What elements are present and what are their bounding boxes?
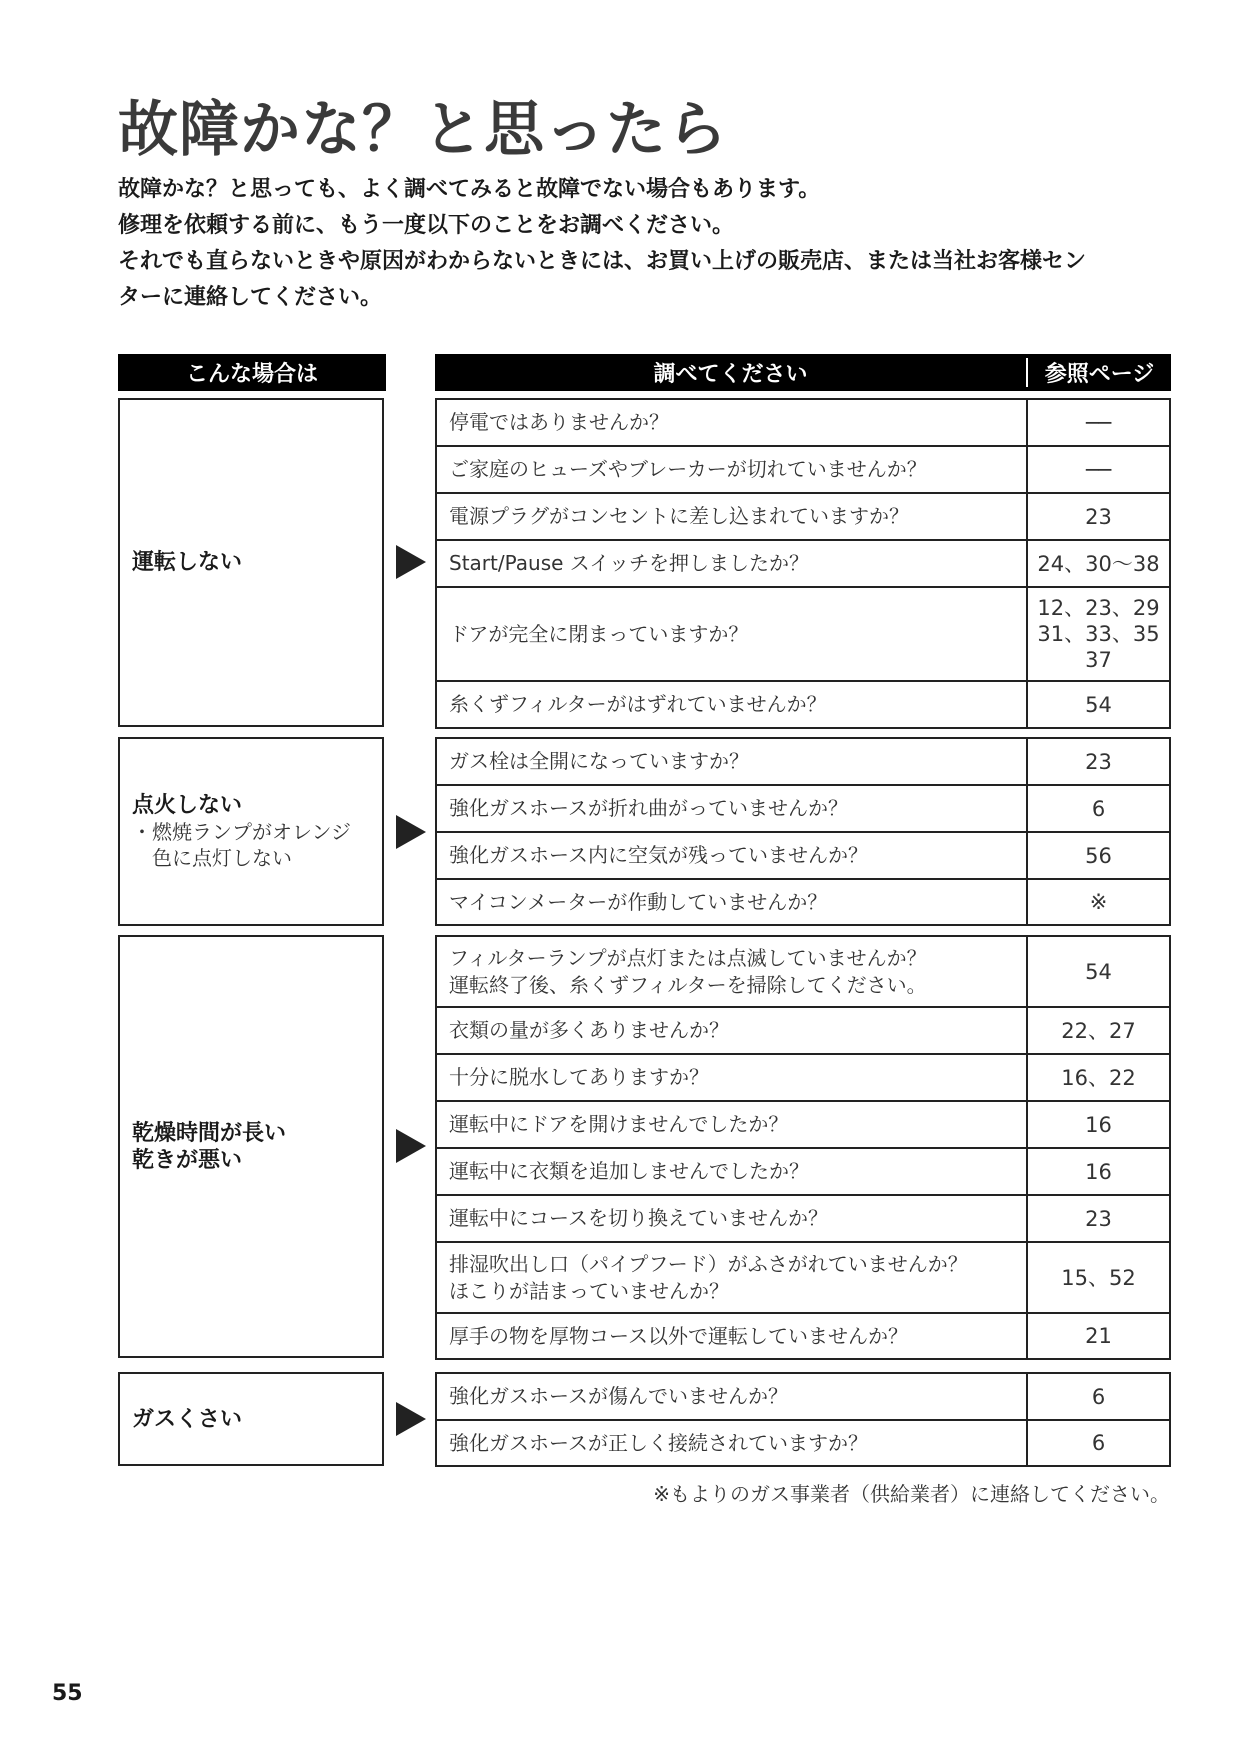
check-list-no-ignition [435, 737, 1171, 926]
ref-page: 23 [1085, 504, 1112, 529]
ref-page: 16 [1085, 1112, 1112, 1137]
ref-page: 6 [1091, 1384, 1106, 1409]
ref-page: 15、52 [1061, 1265, 1136, 1290]
ref-page: 23 [1085, 749, 1112, 774]
table-row [437, 833, 1169, 880]
arrow-right-icon [396, 815, 426, 849]
check-item: 停電ではありませんか？ [437, 400, 1028, 445]
condition-note: ・燃焼ランプがオレンジ 色に点灯しない [132, 820, 351, 870]
check-item: 衣類の量が多くありませんか？ [437, 1008, 1028, 1053]
table-row [437, 937, 1169, 1008]
page-header-label: 参照ページ [1044, 362, 1155, 387]
condition-label: ガスくさい [132, 1406, 243, 1432]
table-row [437, 682, 1169, 727]
ref-page: 24、30～38 [1037, 551, 1160, 576]
footnote: ※もよりのガス事業者（供給業者）に連絡してください。 [653, 1482, 1170, 1506]
check-list-no-operation [435, 398, 1171, 729]
table-row [437, 1374, 1169, 1421]
ref-page: 23 [1085, 1206, 1112, 1231]
check-item: フィルターランプが点灯または点滅していませんか？ 運転終了後、糸くずフィルターを掃除してください。 [437, 937, 1028, 1006]
check-item: 強化ガスホースが折れ曲がっていませんか？ [437, 786, 1028, 831]
condition-label: 運転しない [132, 550, 243, 575]
table-row [437, 1421, 1169, 1465]
condition-box-no-ignition [118, 737, 384, 926]
table-row [437, 400, 1169, 447]
table-row [437, 1102, 1169, 1149]
check-item: 強化ガスホース内に空気が残っていませんか？ [437, 833, 1028, 878]
ref-page: 6 [1091, 796, 1106, 821]
ref-page: 16、22 [1061, 1065, 1136, 1090]
ref-page: 6 [1091, 1431, 1106, 1455]
check-item: マイコンメーターが作動していませんか？ [437, 880, 1028, 924]
ref-page: 56 [1085, 843, 1112, 868]
check-header [435, 354, 1171, 391]
table-row [437, 786, 1169, 833]
ref-page: 16 [1085, 1159, 1112, 1184]
ref-page: 21 [1085, 1324, 1112, 1348]
check-item: 運転中にコースを切り換えていませんか？ [437, 1196, 1028, 1241]
check-item: ドアが完全に閉まっていますか？ [437, 588, 1028, 680]
table-row [437, 1314, 1169, 1358]
check-item: 強化ガスホースが傷んでいませんか？ [437, 1374, 1028, 1419]
check-item: 運転中にドアを開けませんでしたか？ [437, 1102, 1028, 1147]
ref-page: 22、27 [1061, 1018, 1136, 1043]
intro-line: 修理を依頼する前に、もう一度以下のことをお調べください。 [118, 213, 735, 238]
intro-line: それでも直らないときや原因がわからないときには、お買い上げの販売店、または当社お客様セン [118, 249, 1087, 274]
table-row [437, 1149, 1169, 1196]
ref-page: 12、23、29 31、33、35 37 [1037, 596, 1160, 672]
table-row [437, 1243, 1169, 1314]
check-item: 電源プラグがコンセントに差し込まれていますか？ [437, 494, 1028, 539]
page-title: 故障かな？と思ったら [118, 95, 728, 165]
arrow-right-icon [396, 1402, 426, 1436]
table-row [437, 541, 1169, 588]
condition-box-long-drying [118, 935, 384, 1358]
check-item: Start/Pause スイッチを押しましたか？ [437, 541, 1028, 586]
intro-text [118, 172, 1178, 316]
check-item: 強化ガスホースが正しく接続されていますか？ [437, 1421, 1028, 1465]
ref-page: ── [1085, 410, 1112, 435]
check-item: 排湿吹出し口（パイプフード）がふさがれていませんか？ ほこりが詰まっていませんか？ [437, 1243, 1028, 1312]
table-row [437, 880, 1169, 924]
table-row [437, 1055, 1169, 1102]
table-row [437, 739, 1169, 786]
condition-label: 乾燥時間が長い 乾きが悪い [132, 1120, 287, 1173]
condition-box-no-operation [118, 398, 384, 727]
check-item: ガス栓は全開になっていますか？ [437, 739, 1028, 784]
condition-header: こんな場合は [118, 354, 386, 391]
arrow-right-icon [396, 545, 426, 579]
check-item: 十分に脱水してありますか？ [437, 1055, 1028, 1100]
ref-page: 54 [1085, 959, 1112, 984]
ref-page: ※ [1089, 890, 1108, 914]
intro-line: ターに連絡してください。 [118, 285, 383, 310]
check-item: 厚手の物を厚物コース以外で運転していませんか？ [437, 1314, 1028, 1358]
table-row [437, 588, 1169, 682]
table-row [437, 1196, 1169, 1243]
check-header-label: 調べてください [653, 362, 808, 387]
arrow-right-icon [396, 1129, 426, 1163]
table-row [437, 447, 1169, 494]
check-item: 糸くずフィルターがはずれていませんか？ [437, 682, 1028, 727]
table-row [437, 494, 1169, 541]
check-list-long-drying [435, 935, 1171, 1360]
ref-page: 54 [1085, 692, 1112, 717]
check-item: 運転中に衣類を追加しませんでしたか？ [437, 1149, 1028, 1194]
intro-line: 故障かな？と思っても、よく調べてみると故障でない場合もあります。 [118, 177, 821, 202]
ref-page: ── [1085, 457, 1112, 482]
check-item: ご家庭のヒューズやブレーカーが切れていませんか？ [437, 447, 1028, 492]
page-number: 55 [52, 1681, 83, 1706]
check-list-gas-smell [435, 1372, 1171, 1467]
condition-box-gas-smell [118, 1372, 384, 1466]
table-row [437, 1008, 1169, 1055]
condition-label: 点火しない [132, 793, 243, 818]
